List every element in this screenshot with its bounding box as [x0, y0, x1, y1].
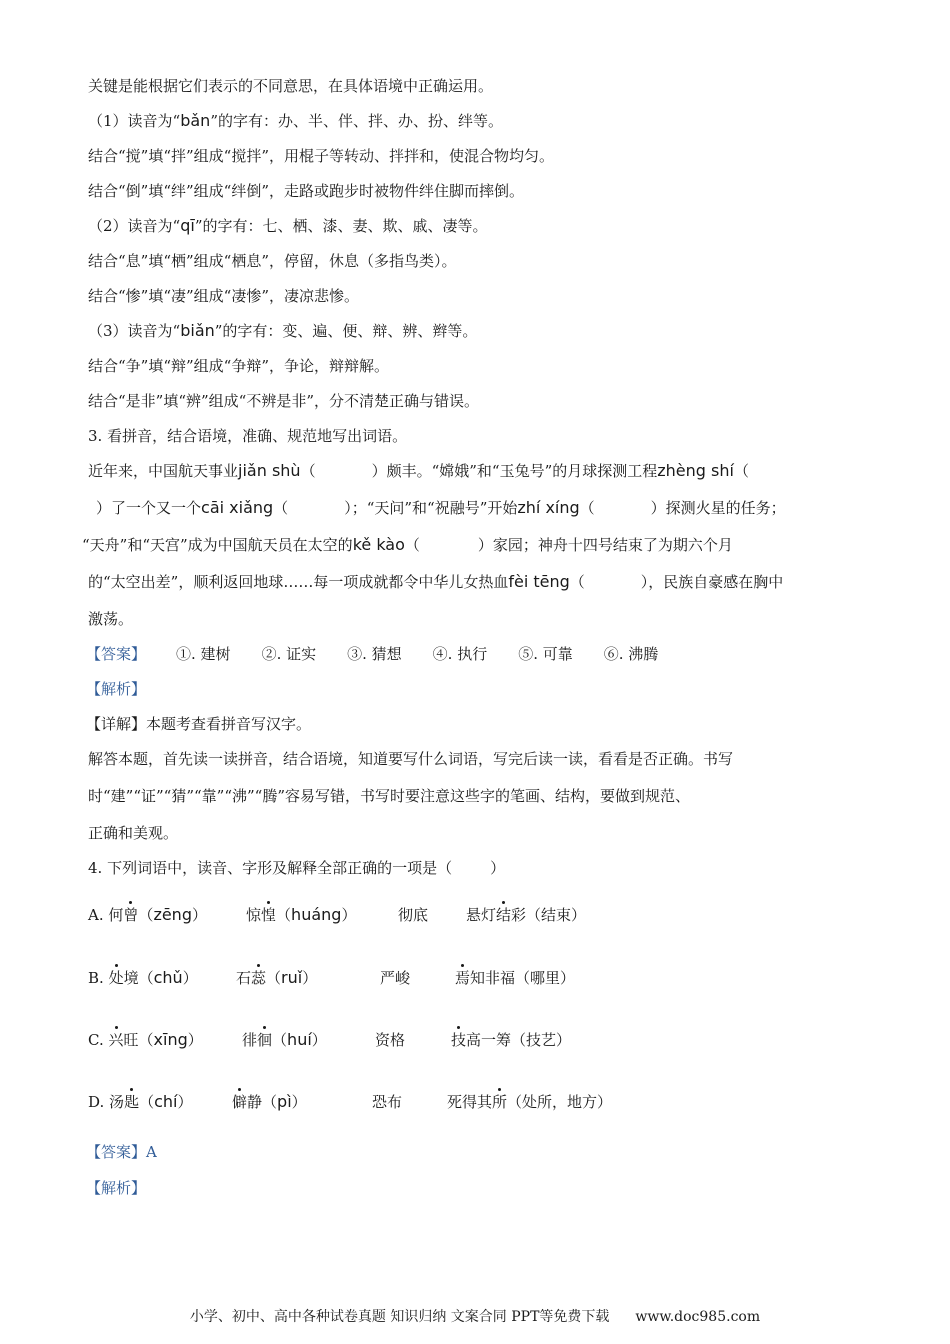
analysis-3-line-1: 结合“争”填“辩”组成“争辩”，争论，辩辩解。: [88, 357, 390, 375]
question-3-passage-line-3: “天舟”和“天宫”成为中国航天员在太空的kě kào（ ）家园；神舟十四号结束了为期六个月: [82, 535, 733, 554]
analysis-2-line-1: 结合“息”填“栖”组成“栖息”，停留，休息（多指鸟类）。: [88, 252, 457, 270]
question-4-analysis-tag: 【解析】: [86, 1179, 147, 1197]
analysis-1-line-1: 结合“搅”填“拌”组成“搅拌”，用棍子等转动、拌拌和，使混合物均匀。: [88, 147, 555, 165]
question-3-passage-line-5: 激荡。: [88, 610, 134, 628]
analysis-3-heading: （3）读音为“biǎn”的字有：变、遍、便、辩、辨、辫等。: [88, 321, 478, 340]
question-3-passage-line-2: ）了一个又一个cāi xiǎng（ ）；“天问”和“祝融号”开始zhí xíng（ ）探测火星的任务；: [96, 498, 786, 517]
option-c-word-3: 资格: [375, 1031, 406, 1049]
option-b-word-4: 焉知非福（哪里）: [455, 969, 576, 987]
question-3-explanation-line-1: 解答本题，首先读一读拼音，结合语境，知道要写什么词语，写完后读一读，看看是否正确。书写: [88, 750, 734, 768]
analysis-2-line-2: 结合“惨”填“凄”组成“凄惨”，凄凉悲惨。: [88, 287, 360, 305]
answer-item: ⑤. 可靠: [518, 645, 573, 663]
analysis-1-heading: （1）读音为“bǎn”的字有：办、半、伴、拌、办、扮、绊等。: [88, 111, 503, 130]
answer-item: ②. 证实: [261, 645, 317, 663]
option-a-word-4: 悬灯结彩（结束）: [466, 906, 587, 924]
option-a-word-3: 彻底: [398, 906, 429, 924]
question-3-passage-line-4: 的“太空出差”，顺利返回地球……每一项成就都令中华儿女热血fèi tēng（ ），民族自豪感在胸中: [88, 572, 784, 591]
answer-item: ①. 建树: [176, 645, 231, 663]
analysis-2-heading: （2）读音为“qī”的字有：七、栖、漆、妻、欺、戚、凄等。: [88, 216, 488, 235]
option-c-word-4: 技高一筹（技艺）: [451, 1031, 572, 1049]
option-d-word-1: D. 汤匙（chí）: [88, 1092, 193, 1111]
question-3-title: 3. 看拼音，结合语境，准确、规范地写出词语。: [88, 427, 408, 445]
footer-url[interactable]: www.doc985.com: [635, 1309, 761, 1325]
option-b-word-1: B. 处境（chǔ）: [88, 968, 198, 987]
option-b-word-2: 石蕊（ruǐ）: [236, 968, 318, 987]
question-3-explanation-line-3: 正确和美观。: [88, 824, 179, 842]
option-a-word-1: A. 何曾（zēng）: [88, 905, 207, 924]
question-3-detail: 【详解】本题考查看拼音写汉字。: [86, 715, 312, 733]
option-a-word-2: 惊惶（huáng）: [246, 905, 357, 924]
answer-item: ④. 执行: [432, 645, 488, 663]
footer-text: 小学、初中、高中各种试卷真题 知识归纳 文案合同 PPT等免费下载: [189, 1309, 610, 1325]
option-c-word-2: 徘徊（huí）: [242, 1030, 327, 1049]
question-3-explanation-line-2: 时“建”“证”“猜”“靠”“沸”“腾”容易写错，书写时要注意这些字的笔画、结构，要做到规范、: [88, 787, 691, 805]
page-footer: [0, 1306, 950, 1326]
analysis-1-line-2: 结合“倒”填“绊”组成“绊倒”，走路或跑步时被物件绊住脚而摔倒。: [88, 182, 525, 200]
question-3-answer: [86, 643, 658, 665]
option-b-word-3: 严峻: [380, 969, 411, 987]
option-c-word-1: C. 兴旺（xīng）: [88, 1030, 203, 1049]
option-d-word-2: 僻静（pì）: [232, 1092, 307, 1111]
question-3-analysis-tag: 【解析】: [86, 680, 147, 698]
answer-item: ③. 猜想: [347, 645, 402, 663]
intro-line: 关键是能根据它们表示的不同意思，在具体语境中正确运用。: [88, 77, 494, 95]
question-4-title: 4. 下列词语中，读音、字形及解释全部正确的一项是（ ）: [88, 859, 506, 877]
analysis-3-line-2: 结合“是非”填“辨”组成“不辨是非”，分不清楚正确与错误。: [88, 392, 480, 410]
question-4-answer: 【答案】A: [86, 1143, 157, 1161]
answer-tag: 【答案】: [86, 645, 147, 663]
question-3-passage-line-1: 近年来，中国航天事业jiǎn shù（ ）颇丰。“嫦娥”和“玉兔号”的月球探测工程zhèng shí（: [88, 461, 749, 480]
answer-item: ⑥. 沸腾: [603, 645, 659, 663]
option-d-word-4: 死得其所（处所，地方）: [447, 1093, 613, 1111]
option-d-word-3: 恐布: [372, 1093, 403, 1111]
